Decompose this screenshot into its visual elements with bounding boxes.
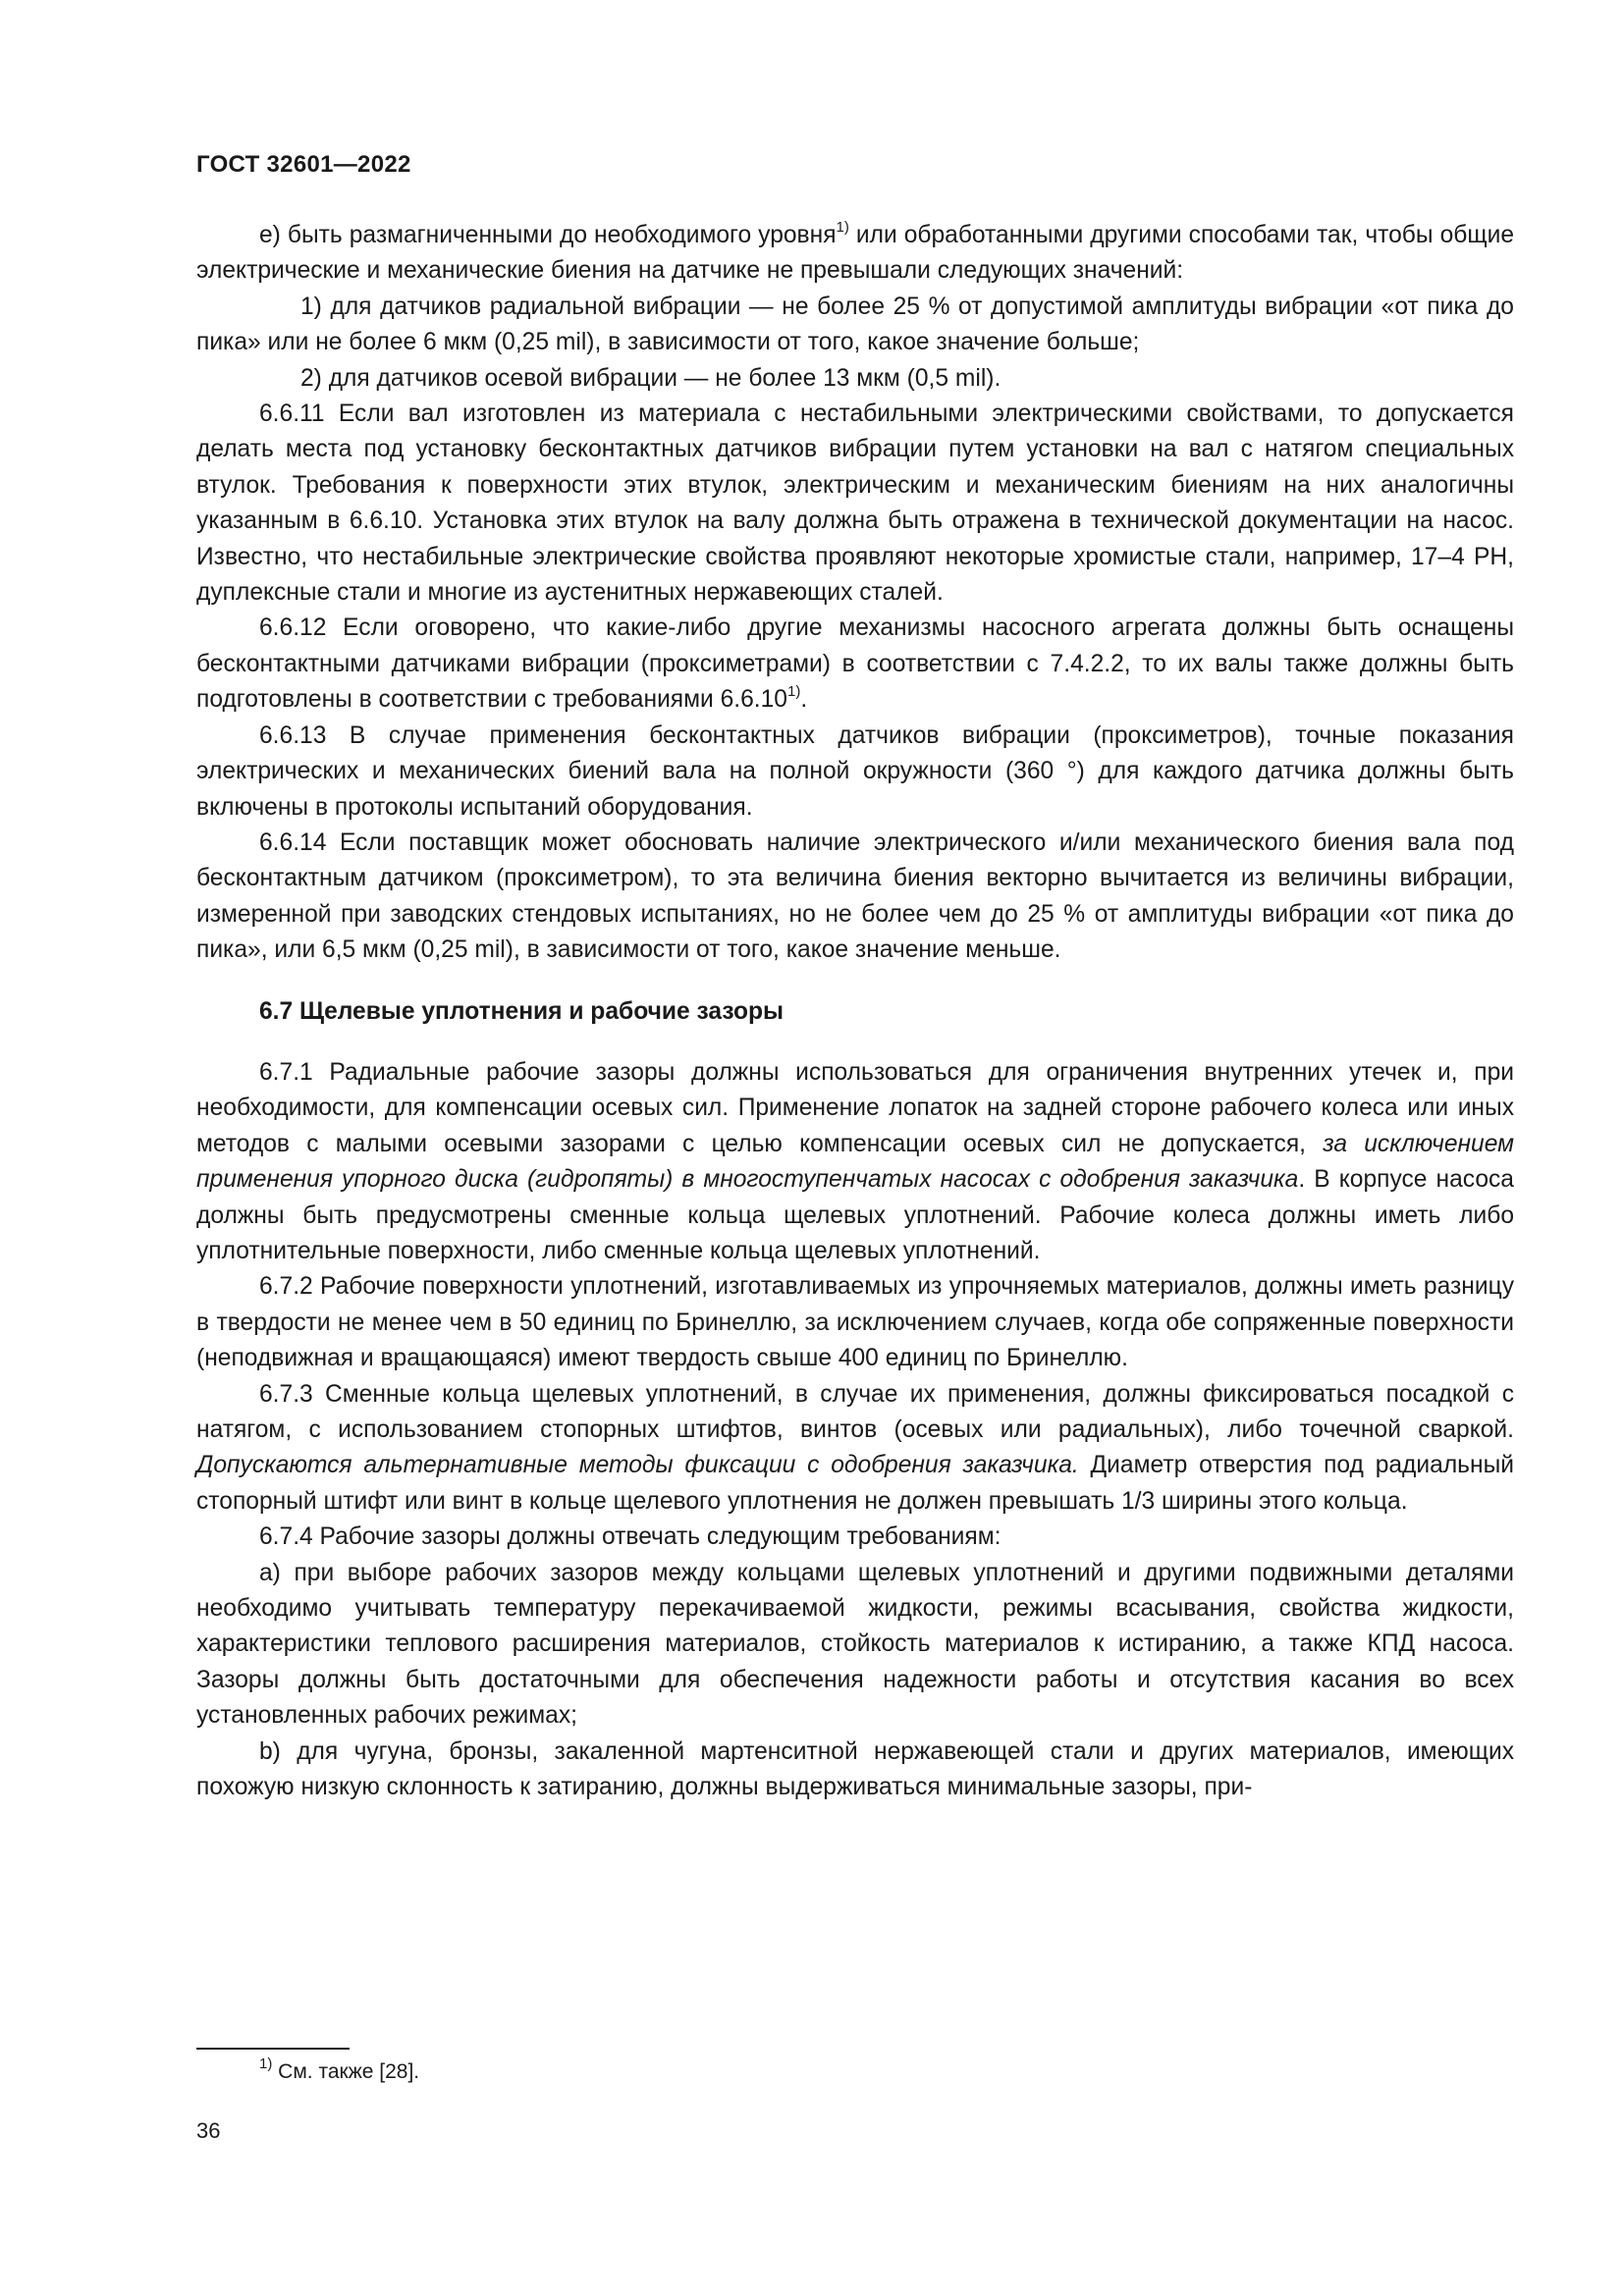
page-number: 36 [196,2118,221,2143]
paragraph-subitem-1: 1) для датчиков радиальной вибрации — не более 25 % от допустимой амплитуды вибрации «от пика до пика» или не более 6 мкм (0,25 mil), в зависимости от того, какое значение больше; [196,293,1514,356]
paragraph-6-6-11: 6.6.11 Если вал изготовлен из материала с нестабильными электрическими свойствами, то допускается делать места под установку бесконтактных датчиков вибрации путем установки на вал с натягом специальных втулок. Требования к поверхности этих втулок, электрическим и механическим биениям на них аналогичны указанным в 6.6.10. Установка этих втулок на валу должна быть отражена в технической документации на насос. Известно, что нестабильные электрические свойства проявляют некоторые хромистые стали, например, 17–4 PH, дуплексные стали и многие из аустенитных нержавеющих сталей. [196,400,1514,607]
text-run: . [800,686,808,714]
paragraph-6-6-14: 6.6.14 Если поставщик может обосновать наличие электрического и/или механического биения вала под бесконтактным датчиком (проксиметром), то эта величина биения векторно вычитается из величины вибрации, измеренной при заводских стендовых испытаниях, но не более чем до 25 % от амплитуды вибрации «от пика до пика», или 6,5 мкм (0,25 mil), в зависимости от того, какое значение меньше. [196,828,1514,964]
italic-text: за исключением применения упорного диска (гидропяты) в многоступенчатых насосах с одобрения заказчика [196,1130,1514,1194]
text-run: или обработанными другими способами так, чтобы общие электрические и механические биения на датчике не превышали следующих значений: [196,222,1514,285]
footnote-text: См. также [28]. [272,2060,420,2083]
paragraph-item-b: b) для чугуна, бронзы, закаленной мартенситной нержавеющей стали и других материалов, имеющих похожую низкую склонность к затиранию, должны выдерживаться минимальные зазоры, при- [196,1737,1514,1801]
footnote-ref: 1) [836,218,849,236]
italic-text: Допускаются альтернативные методы фиксации с одобрения заказчика. [196,1452,1079,1479]
paragraph-6-6-13: 6.6.13 В случае применения бесконтактных датчиков вибрации (проксиметров), точные показания электрических и механических биений вала на полной окружности (360 °) для каждого датчика должны быть включены в протоколы испытаний оборудования. [196,721,1514,821]
text-run: . В корпусе насоса должны быть предусмотрены сменные кольца щелевых уплотнений. Рабочие колеса должны иметь либо уплотнительные поверхности, либо сменные кольца щелевых уплотнений. [196,1166,1514,1264]
footnote-divider [196,2048,350,2050]
text-run: 6.6.12 Если оговорено, что какие-либо другие механизмы насосного агрегата должны быть оснащены бесконтактными датчиками вибрации (проксиметрами) в соответствии с 7.4.2.2, то их валы также должны быть подготовлены в соответствии с требованиями 6.6.10 [196,614,1514,714]
footnote-ref: 1) [786,683,801,701]
text-run: 6.7.1 Радиальные рабочие зазоры должны использоваться для ограничения внутренних утечек и, при необходимости, для компенсации осевых сил. Применение лопаток на задней стороне рабочего колеса или иных методов с малыми осевыми зазорами с целью компенсации осевых сил не допускается, [196,1058,1514,1157]
paragraph-6-7-4: 6.7.4 Рабочие зазоры должны отвечать следующим требованиям: [259,1523,1001,1551]
paragraph-6-7-3 [196,1377,1514,1521]
text-run: 6.7.3 Сменные кольца щелевых уплотнений, в случае их применения, должны фиксироваться посадкой с натягом, с использованием стопорных штифтов, винтов (осевых или радиальных), либо точечной сваркой. [196,1380,1514,1443]
section-heading: 6.7 Щелевые уплотнения и рабочие зазоры [259,997,785,1025]
footnote-mark: 1) [259,2056,273,2072]
text-run: е) быть размагниченными до необходимого уровня [259,222,837,248]
document-header: ГОСТ 32601—2022 [196,151,411,178]
document-body [196,218,1514,1805]
paragraph-6-7-1 [196,1055,1514,1269]
paragraph-6-7-2: 6.7.2 Рабочие поверхности уплотнений, изготавливаемых из упрочняемых материалов, должны иметь разницу в твердости не менее чем в 50 единиц по Бринеллю, за исключением случаев, когда обе сопряженные поверхности (неподвижная и вращающаяся) имеют твердость свыше 400 единиц по Бринеллю. [196,1273,1514,1372]
text-run: Диаметр отверстия под радиальный стопорный штифт или винт в кольце щелевого уплотнения не должен превышать 1/3 ширины этого кольца. [196,1452,1514,1515]
paragraph-6-6-12 [196,611,1514,718]
paragraph-item-a: а) при выборе рабочих зазоров между кольцами щелевых уплотнений и другими подвижными деталями необходимо учитывать температуру перекачиваемой жидкости, режимы всасывания, свойства жидкости, характеристики теплового расширения материалов, стойкость материалов к истиранию, а также КПД насоса. Зазоры должны быть достаточными для обеспечения надежности работы и отсутствия касания во всех установленных рабочих режимах; [196,1559,1514,1730]
paragraph-item-e [196,218,1514,290]
paragraph-subitem-2: 2) для датчиков осевой вибрации — не более 13 мкм (0,5 mil). [300,364,1001,392]
footnote [259,2057,419,2087]
